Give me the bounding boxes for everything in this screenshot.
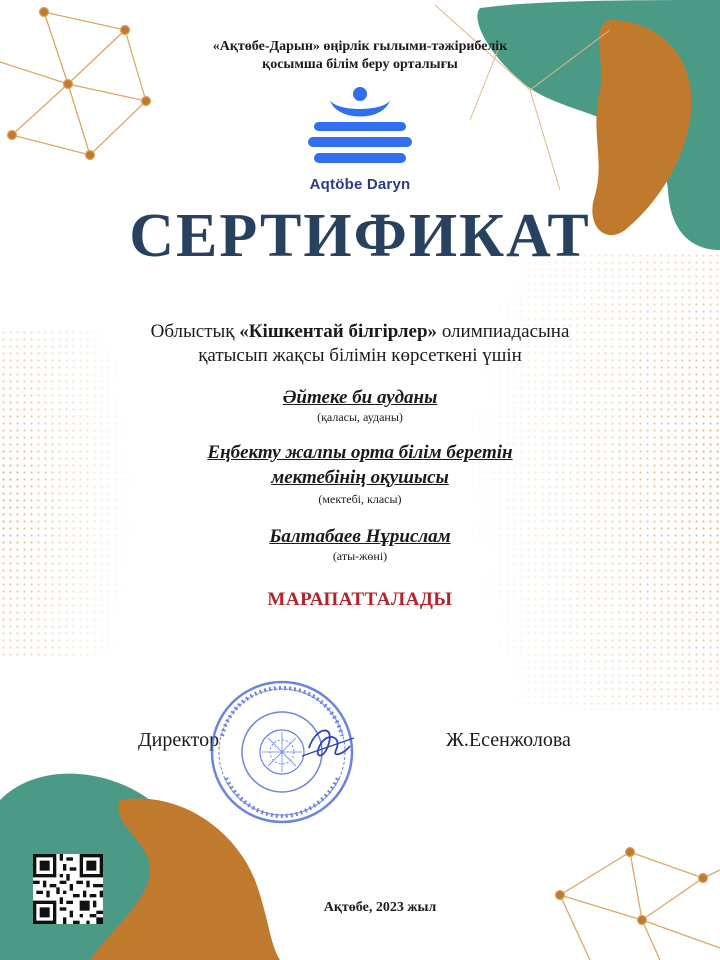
- city-year: Ақтөбе, 2023 жыл: [323, 900, 437, 915]
- description-line-2: қатысып жақсы білімін көрсеткені үшін: [198, 345, 522, 366]
- official-stamp-icon: [204, 676, 364, 826]
- description-suffix: олимпиадасына: [437, 321, 570, 342]
- daryn-logo-icon: [300, 84, 420, 174]
- certificate-title: СЕРТИФИКАТ: [129, 202, 591, 270]
- award-text: МАРАПАТТАЛАДЫ: [267, 589, 453, 610]
- district-hint: (қаласы, ауданы): [317, 410, 403, 424]
- director-label: Директор: [138, 729, 220, 751]
- district-value: Әйтеке би ауданы: [282, 387, 438, 408]
- logo-text: Aqtöbe Daryn: [309, 176, 411, 193]
- description-prefix: Облыстық: [150, 321, 240, 342]
- network-top-left: [0, 8, 151, 160]
- description-line-1: [0, 320, 720, 344]
- school-value-line-2: мектебінің оқушысы: [271, 467, 449, 488]
- school-hint: (мектебі, класы): [318, 492, 402, 506]
- director-name: Ж.Есенжолова: [446, 729, 571, 751]
- student-name: Балтабаев Нұрислам: [269, 526, 451, 547]
- school-value-line-1: Еңбекту жалпы орта білім беретін: [207, 442, 513, 463]
- organization-line-2: қосымша білім беру орталығы: [262, 57, 458, 72]
- olympiad-name: «Кішкентай білгірлер»: [239, 321, 438, 342]
- student-hint: (аты-жөні): [332, 549, 388, 563]
- organization-line-1: «Ақтөбе-Дарын» өңірлік ғылыми-тәжірибелік: [212, 39, 508, 54]
